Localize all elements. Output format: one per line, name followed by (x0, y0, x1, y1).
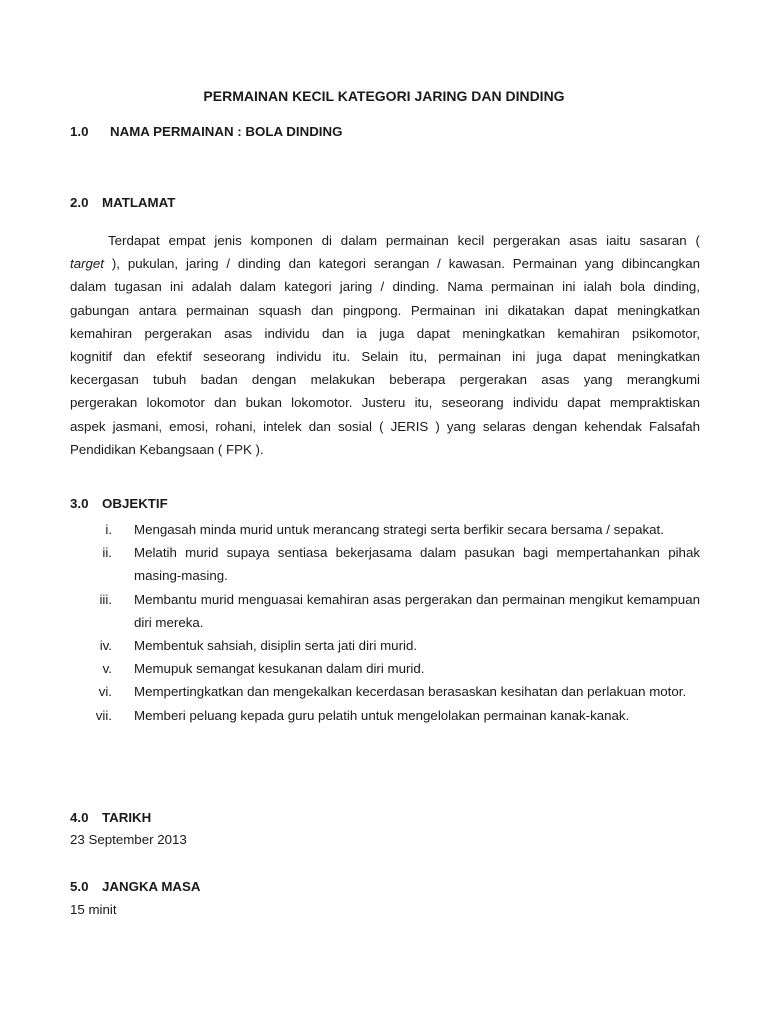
date-value: 23 September 2013 (70, 832, 187, 847)
list-item-text: Mengasah minda murid untuk merancang strategi serta berfikir secara bersama / sepakat. (134, 522, 664, 537)
section-1-label: NAMA PERMAINAN : BOLA DINDING (110, 124, 343, 139)
paragraph-line-8: pergerakan lokomotor dan bukan lokomotor. Justeru itu, seseorang individu dapat mempraktiskan (70, 395, 700, 411)
section-1-heading (70, 124, 342, 139)
list-item (70, 541, 700, 587)
paragraph-line-7: kecergasan tubuh badan dengan melakukan beberapa pergerakan asas yang merangkumi (70, 372, 700, 388)
section-3-heading (70, 496, 168, 511)
paragraph-line-1: Terdapat empat jenis komponen di dalam permainan kecil pergerakan asas iaitu sasaran ( (108, 233, 700, 248)
list-item (70, 518, 700, 541)
list-marker: v. (102, 661, 112, 677)
list-item-text: Melatih murid supaya sentiasa bekerjasama dalam pasukan bagi mempertahankan pihak masing-masing. (134, 545, 700, 584)
italic-term: target (70, 256, 105, 272)
section-5-label: JANGKA MASA (102, 879, 201, 894)
duration-value: 15 minit (70, 902, 117, 917)
list-marker: iv. (99, 638, 112, 654)
list-item (70, 657, 700, 680)
document-title: PERMAINAN KECIL KATEGORI JARING DAN DINDING (203, 88, 565, 104)
list-item-text: Mempertingkatkan dan mengekalkan kecerdasan berasaskan kesihatan dan perlakuan motor. (134, 684, 687, 700)
section-4-number: 4.0 (70, 810, 89, 825)
list-marker: i. (105, 522, 112, 537)
paragraph-line-6: kognitif dan efektif seseorang individu itu. Selain itu, permainan ini juga dapat meningkatkan (70, 349, 700, 365)
list-item (70, 704, 700, 727)
matlamat-paragraph (70, 229, 700, 461)
objective-list (70, 518, 700, 727)
paragraph-line-4: gabungan antara permainan squash dan pingpong. Permainan ini dikatakan dapat meningkatkan (70, 302, 700, 318)
list-item (70, 588, 700, 634)
section-3-label: OBJEKTIF (102, 496, 168, 511)
paragraph-line-10: Pendidikan Kebangsaan ( FPK ). (70, 441, 264, 457)
paragraph-line-5: kemahiran pergerakan asas individu dan ia juga dapat meningkatkan kemahiran psikomotor, (70, 325, 700, 341)
list-marker: vii. (95, 707, 112, 723)
list-item (70, 634, 700, 657)
list-marker: iii. (99, 591, 112, 607)
list-item-text: Memupuk semangat kesukanan dalam diri murid. (134, 661, 425, 677)
paragraph-line-2: target ), pukulan, jaring / dinding dan kategori serangan / kawasan. Permainan yang dibincangkan (70, 256, 700, 272)
section-4-heading (70, 810, 151, 825)
section-2-heading (70, 195, 175, 210)
list-item-text: Membentuk sahsiah, disiplin serta jati diri murid. (134, 638, 418, 654)
section-3-number: 3.0 (70, 496, 89, 511)
list-item (70, 680, 700, 703)
list-marker: vi. (98, 684, 112, 700)
section-2-label: MATLAMAT (102, 195, 176, 210)
section-1-number: 1.0 (70, 124, 89, 139)
section-5-heading (70, 879, 201, 894)
list-item-text: Memberi peluang kepada guru pelatih untuk mengelolakan permainan kanak-kanak. (134, 707, 630, 723)
section-2-number: 2.0 (70, 195, 89, 210)
list-marker: ii. (102, 545, 112, 561)
paragraph-line-9: aspek jasmani, emosi, rohani, intelek dan sosial ( JERIS ) yang selaras dengan kehendak Falsafah (70, 418, 700, 434)
section-5-number: 5.0 (70, 879, 89, 894)
paragraph-line-3: dalam tugasan ini adalah dalam kategori jaring / dinding. Nama permainan ini ialah bola dinding, (70, 279, 700, 295)
list-item-text: Membantu murid menguasai kemahiran asas pergerakan dan permainan mengikut kemampuan diri mereka. (134, 591, 700, 630)
section-4-label: TARIKH (102, 810, 152, 825)
